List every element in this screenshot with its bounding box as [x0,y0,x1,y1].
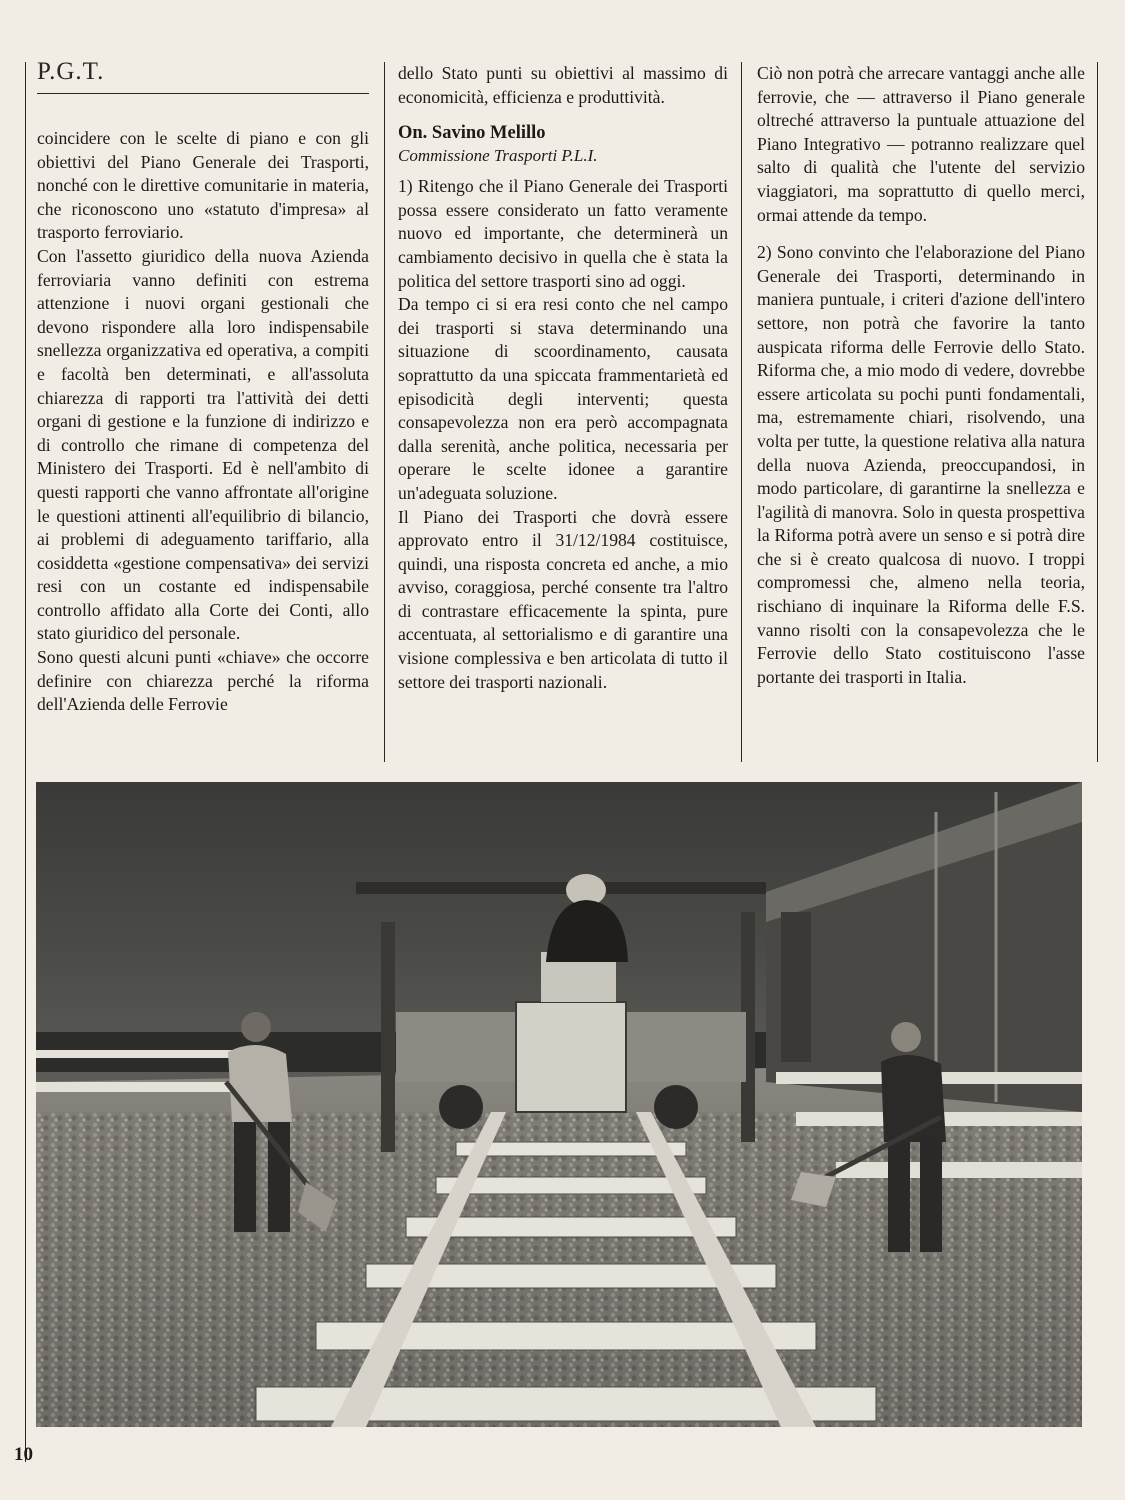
speaker-name: On. Savino Melillo [398,123,546,144]
photo-illustration [36,782,1082,1427]
section-label: P.G.T. [37,58,105,85]
paragraph: Ciò non potrà che arrecare vantaggi anche alle ferrovie, che — attraverso il Piano generale oltreché attraverso la puntuale attuazione del Piano Integrativo — potranno realizzare quel salto di qualità che l'utente del servizio viaggiatori, ma soprattutto di quello merci, ormai attende da tempo. [757,63,1085,225]
article-column-1 [37,127,369,717]
column-divider-1 [384,62,385,762]
page-number: 10 [14,1444,33,1465]
left-margin-rule [25,762,26,1462]
paragraph: coincidere con le scelte di piano e con gli obiettivi del Piano Generale dei Trasporti, nonché con le direttive comunitarie in materia, che riconoscono uno «statuto d'impresa» al trasporto ferroviario. [37,128,369,243]
column-divider-right [1097,62,1098,762]
column-divider-left [25,62,26,762]
paragraph: dello Stato punti su obiettivi al massimo di economicità, efficienza e produttività. [398,63,728,107]
speaker-role: Commissione Trasporti P.L.I. [398,146,598,166]
paragraph: Sono questi alcuni punti «chiave» che occorre definire con chiarezza perché la riforma dell'Azienda delle Ferrovie [37,647,369,715]
paragraph: 1) Ritengo che il Piano Generale dei Trasporti possa essere considerato un fatto veramente nuovo ed importante, che determinerà un cambiamento decisivo in quella che è stata la politica del settore trasporti sino ad oggi. [398,176,728,291]
section-rule [37,93,369,94]
paragraph: Da tempo ci si era resi conto che nel campo dei trasporti si stava determinando una situazione di scoordinamento, causata soprattutto da una spiccata frammentarietà ed episodicità degli interventi; questa consapevolezza non era però accompagnata dalla serenità, anche politica, necessaria per operare le scelte idonee a garantire un'adeguata soluzione. [398,294,728,503]
article-column-2 [398,62,728,694]
paragraph: Il Piano dei Trasporti che dovrà essere approvato entro il 31/12/1984 costituisce, quindi, una risposta concreta ed anche, a mio avviso, coraggiosa, perché consente tra l'altro di contrastare efficacemente la spinta, pure accentuata, al settorialismo e di garantire una visione complessiva e ben articolata di tutto il settore dei trasporti nazionali. [398,506,728,692]
column-divider-2 [741,62,742,762]
railway-track-photo [36,782,1082,1427]
paragraph: Con l'assetto giuridico della nuova Azienda ferroviaria vanno definiti con estrema attenzione i nuovi organi gestionali che devono rispondere alla loro indispensabile snellezza organizzativa ed operativa, a compiti e facoltà ben determinati, e all'assoluta chiarezza di rapporti tra l'attività dei detti organi di gestione e la funzione di indirizzo e di controllo che rimane di competenza del Ministero dei Trasporti. Ed è nell'ambito di questi rapporti che vanno affrontate all'origine le questioni attinenti all'equilibrio di bilancio, ai problemi di adeguamento tariffario, alla cosiddetta «gestione compensativa» dei servizi resi con un costante ed indispensabile controllo affidato alla Corte dei Conti, allo stato giuridico del personale. [37,245,369,644]
paragraph: 2) Sono convinto che l'elaborazione del Piano Generale dei Trasporti, determinando in maniera puntuale, i criteri d'azione dell'intero settore, non potrà che favorire la tanto auspicata riforma delle Ferrovie dello Stato. Riforma che, a mio modo di vedere, dovrebbe essere articolata su pochi punti fondamentali, ma, estremamente chiari, risolvendo, una volta per tutte, la questione relativa alla natura della nuova Azienda, preoccupandosi, in modo particolare, di garantirne la snellezza e l'agilità di manovra. Solo in questa prospettiva la Riforma potrà avere un senso e si potrà dire che si è creato qualcosa di nuovo. I troppi compromessi che, almeno nella teoria, rischiano di inquinare la Riforma delle F.S. vanno risolti con la consapevolezza che le Ferrovie dello Stato costituiscono l'asse portante dei trasporti in Italia. [757,242,1085,687]
article-column-3 [757,62,1085,689]
paragraph-gap [757,227,1085,241]
